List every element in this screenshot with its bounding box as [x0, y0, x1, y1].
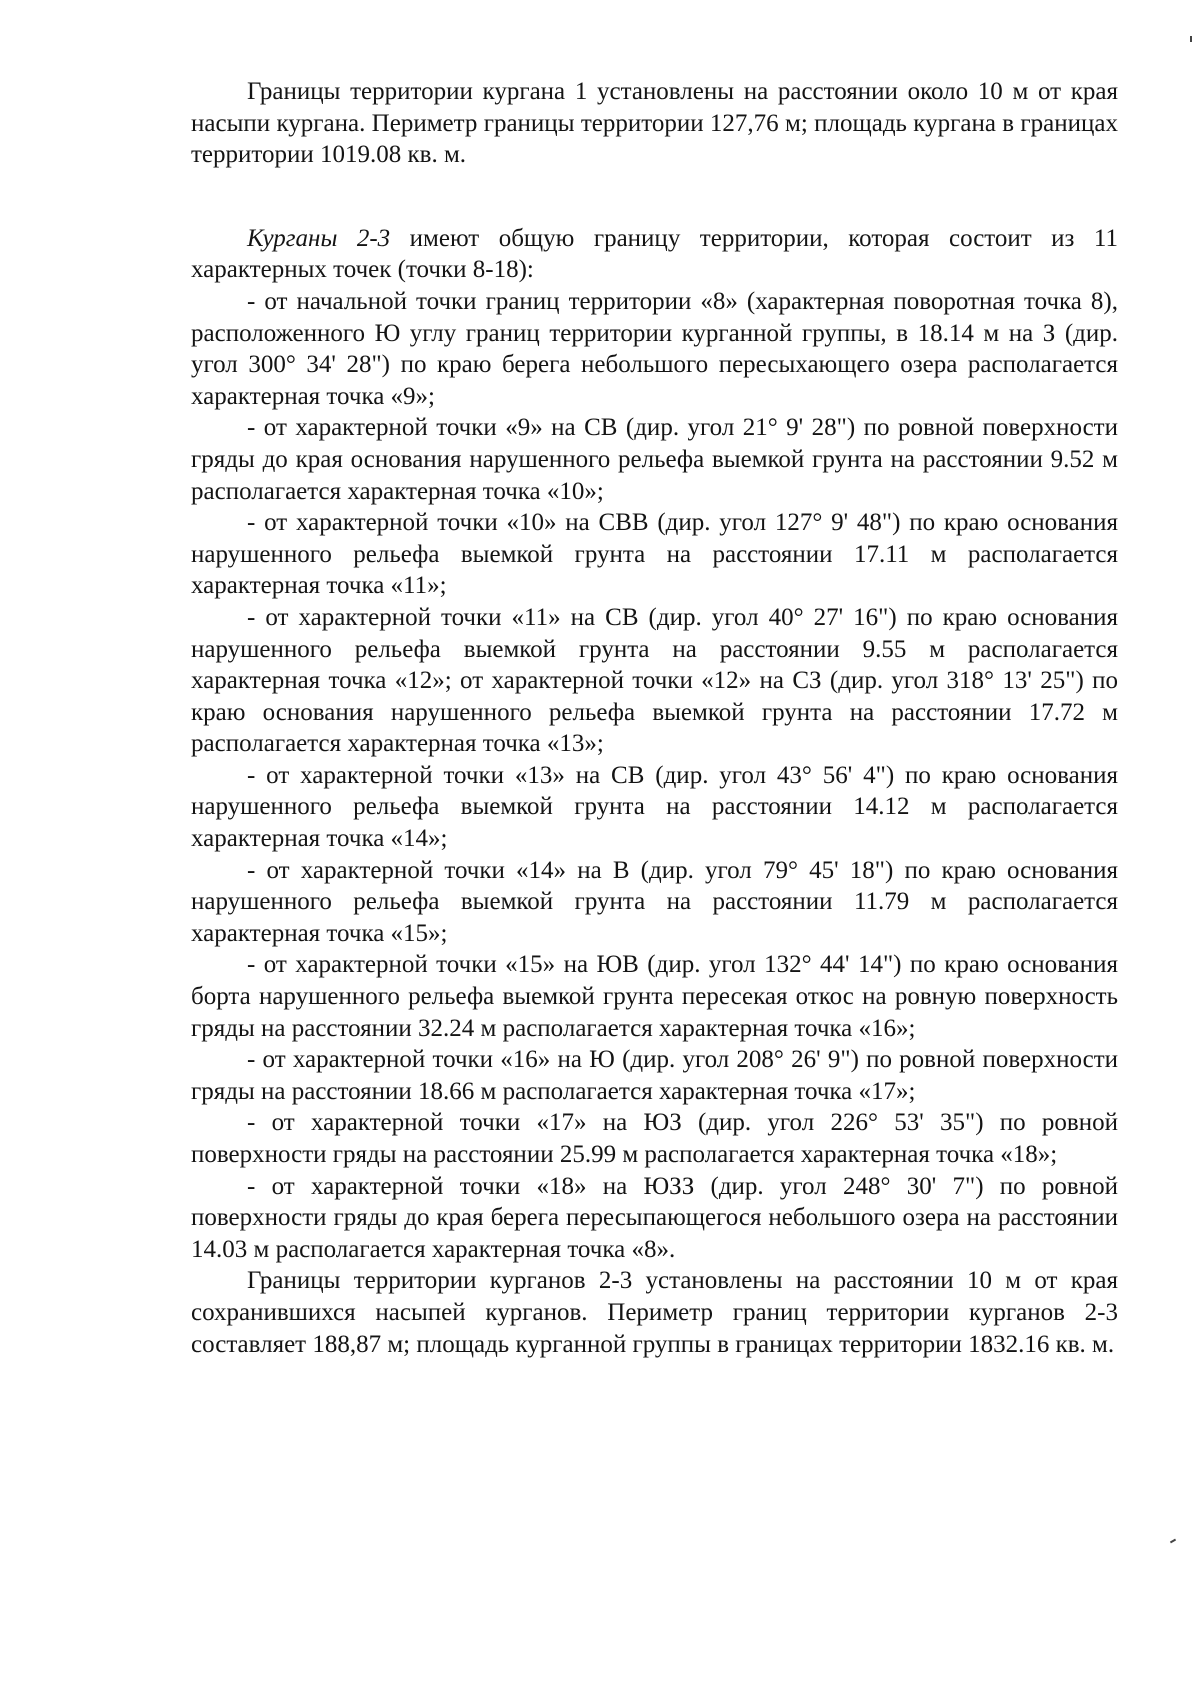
- boundary-point-item: - от характерной точки «14» на В (дир. угол 79° 45' 18") по краю основания нарушенного рельефа выемкой грунта на расстоянии 11.79 м располагается характерная точка «15»;: [191, 856, 1118, 947]
- scan-artifact-mark: [1190, 36, 1192, 42]
- kurgans-2-3-heading: Курганы 2-3: [247, 224, 391, 252]
- boundary-point-item: - от характерной точки «17» на ЮЗ (дир. угол 226° 53' 35") по ровной поверхности гряды на расстоянии 25.99 м располагается характерная точка «18»;: [191, 1109, 1118, 1168]
- boundary-point-item: - от характерной точки «18» на ЮЗЗ (дир. угол 248° 30' 7") по ровной поверхности гряды до края берега пересыпающегося небольшого озера на расстоянии 14.03 м располагается характерная точка «8».: [191, 1172, 1118, 1263]
- kurgans-2-3-intro-text: имеют общую границу территории, которая состоит из 11 характерных точек (точки 8-18):: [191, 224, 1118, 284]
- scan-artifact-mark: [1170, 1539, 1176, 1544]
- paragraph-kurgan-1: Границы территории кургана 1 установлены на расстоянии около 10 м от края насыпи кургана. Периметр границы территории 127,76 м; площадь кургана в границах территории 1019.08 кв. м.: [191, 78, 1118, 169]
- boundary-point-item: - от характерной точки «11» на СВ (дир. угол 40° 27' 16") по краю основания нарушенного рельефа выемкой грунта на расстоянии 9.55 м располагается характерная точка «12»; от характерной точки «12» на СЗ (дир. угол 318° 13' 25") по краю основания нарушенного рельефа выемкой грунта на расстоянии 17.72 м располагается характерная точка «13»;: [191, 603, 1118, 758]
- boundary-point-item: - от характерной точки «16» на Ю (дир. угол 208° 26' 9") по ровной поверхности гряды на расстоянии 18.66 м располагается характерная точка «17»;: [191, 1046, 1118, 1105]
- boundary-point-item: - от начальной точки границ территории «8» (характерная поворотная точка 8), расположенного Ю углу границ территории курганной группы, в 18.14 м на З (дир. угол 300° 34' 28") по краю берега небольшого пересыхающего озера располагается характерная точка «9»;: [191, 287, 1118, 410]
- document-page: [191, 76, 1118, 1360]
- paragraph-kurgans-2-3-intro: [191, 223, 1118, 286]
- boundary-point-item: - от характерной точки «10» на СВВ (дир. угол 127° 9' 48") по краю основания нарушенного рельефа выемкой грунта на расстоянии 17.11 м располагается характерная точка «11»;: [191, 509, 1118, 600]
- boundary-point-item: - от характерной точки «15» на ЮВ (дир. угол 132° 44' 14") по краю основания борта нарушенного рельефа выемкой грунта пересекая откос на ровную поверхность гряды на расстоянии 32.24 м располагается характерная точка «16»;: [191, 951, 1118, 1042]
- paragraph-kurgans-2-3: Границы территории курганов 2-3 установлены на расстоянии 10 м от края сохранившихся насыпей курганов. Периметр границ территории курганов 2-3 составляет 188,87 м; площадь курганной группы в границах территории 1832.16 кв. м.: [191, 1267, 1118, 1358]
- boundary-point-item: - от характерной точки «9» на СВ (дир. угол 21° 9' 28") по ровной поверхности гряды до края основания нарушенного рельефа выемкой грунта на расстоянии 9.52 м располагается характерная точка «10»;: [191, 414, 1118, 505]
- boundary-point-item: - от характерной точки «13» на СВ (дир. угол 43° 56' 4") по краю основания нарушенного рельефа выемкой грунта на расстоянии 14.12 м располагается характерная точка «14»;: [191, 761, 1118, 853]
